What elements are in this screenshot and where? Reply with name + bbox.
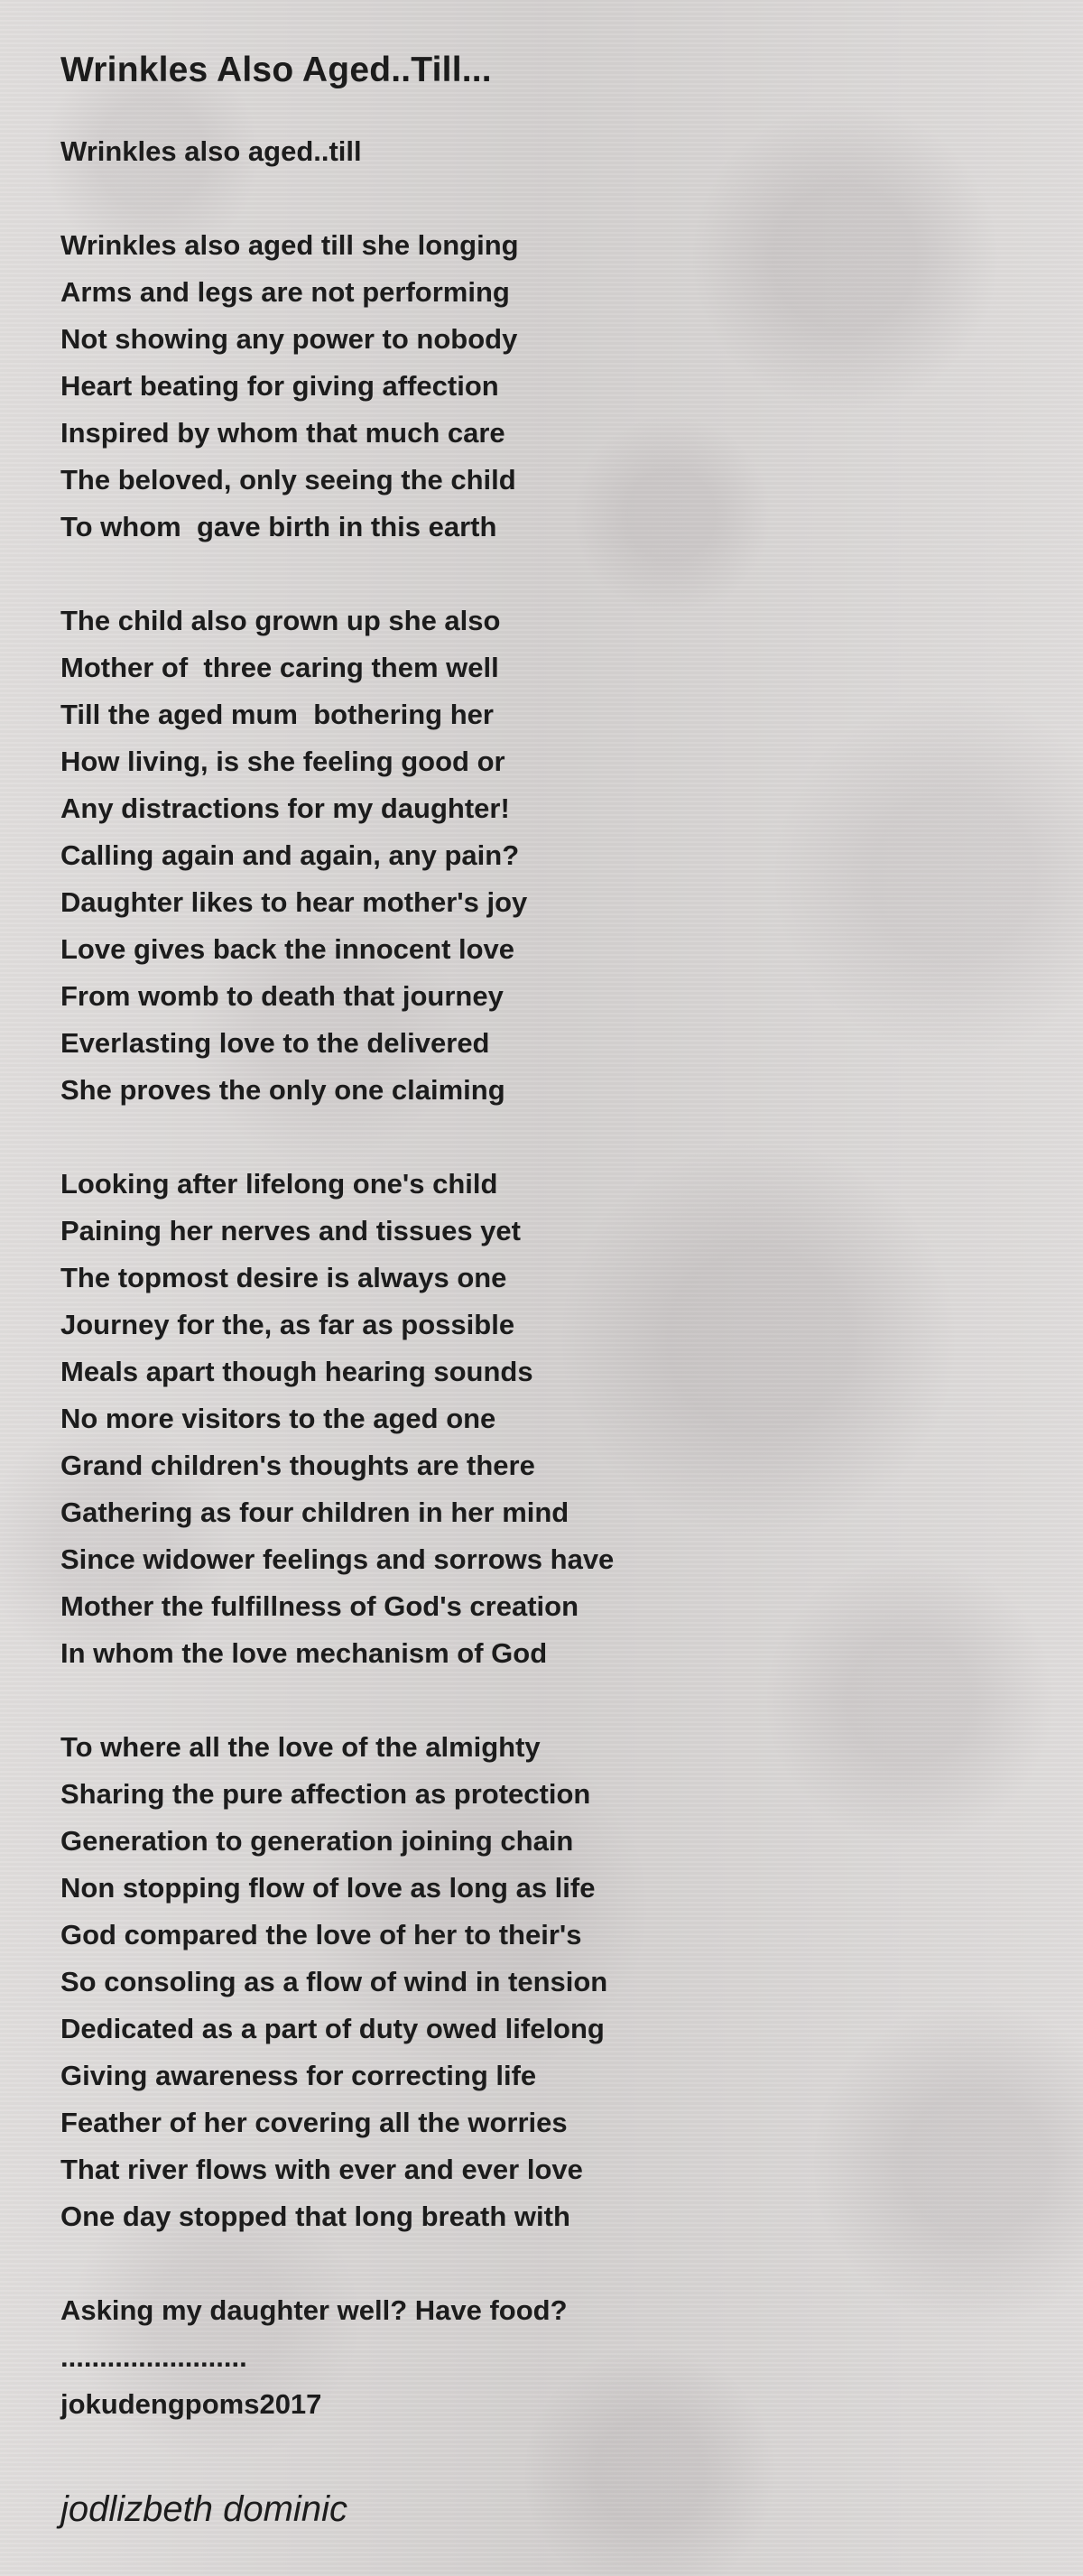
stanza-gap <box>60 551 1035 598</box>
poem-line: Till the aged mum bothering her <box>60 699 494 730</box>
poem-body <box>60 128 1035 2428</box>
poem-line: jokudengpoms2017 <box>60 2388 322 2420</box>
poem-line: Mother of three caring them well <box>60 652 499 683</box>
poem-line: Daughter likes to hear mother's joy <box>60 886 528 918</box>
poem-line: Giving awareness for correcting life <box>60 2060 537 2091</box>
poem-line: One day stopped that long breath with <box>60 2201 570 2232</box>
poem-line: That river flows with ever and ever love <box>60 2154 583 2185</box>
poem-line: Wrinkles also aged..till <box>60 135 362 167</box>
poem-line: From womb to death that journey <box>60 980 504 1012</box>
poem-line: Love gives back the innocent love <box>60 933 515 965</box>
poem-line: So consoling as a flow of wind in tension <box>60 1966 608 1997</box>
poem-line: In whom the love mechanism of God <box>60 1637 548 1669</box>
poem-line: How living, is she feeling good or <box>60 746 505 777</box>
poem-title: Wrinkles Also Aged..Till... <box>60 51 492 89</box>
poem-line: Feather of her covering all the worries <box>60 2107 568 2138</box>
poem-line: Since widower feelings and sorrows have <box>60 1543 615 1575</box>
poem-line: Heart beating for giving affection <box>60 370 499 402</box>
author-name[interactable]: jodlizbeth dominic <box>60 2489 347 2529</box>
poem-line: ........................ <box>60 2341 247 2373</box>
poem-line: Mother the fulfillness of God's creation <box>60 1590 579 1622</box>
stanza-gap <box>60 2240 1035 2287</box>
poem-container <box>60 43 1035 2428</box>
stanza-gap <box>60 1114 1035 1161</box>
poem-line: God compared the love of her to their's <box>60 1919 582 1951</box>
poem-line: Looking after lifelong one's child <box>60 1168 498 1200</box>
poem-line: Wrinkles also aged till she longing <box>60 229 519 261</box>
poem-line: Arms and legs are not performing <box>60 276 510 308</box>
poem-line: Meals apart though hearing sounds <box>60 1356 533 1387</box>
stanza-gap <box>60 1677 1035 1724</box>
poem-line: Journey for the, as far as possible <box>60 1309 515 1340</box>
poem-line: Sharing the pure affection as protection <box>60 1778 591 1810</box>
poem-line: The topmost desire is always one <box>60 1262 507 1293</box>
poem-line: Dedicated as a part of duty owed lifelong <box>60 2013 605 2044</box>
poem-line: Everlasting love to the delivered <box>60 1027 490 1059</box>
poem-line: Not showing any power to nobody <box>60 323 518 355</box>
poem-line: Generation to generation joining chain <box>60 1825 574 1857</box>
poem-line: To where all the love of the almighty <box>60 1731 541 1763</box>
poem-line: The beloved, only seeing the child <box>60 464 516 496</box>
poem-line: She proves the only one claiming <box>60 1074 505 1106</box>
poem-line: To whom gave birth in this earth <box>60 511 497 542</box>
poem-line: Gathering as four children in her mind <box>60 1496 569 1528</box>
poem-line: No more visitors to the aged one <box>60 1403 496 1434</box>
poem-line: Non stopping flow of love as long as life <box>60 1872 596 1904</box>
poem-line: Any distractions for my daughter! <box>60 792 510 824</box>
poem-line: Asking my daughter well? Have food? <box>60 2294 568 2326</box>
poem-line: Paining her nerves and tissues yet <box>60 1215 521 1246</box>
poem-line: The child also grown up she also <box>60 605 501 636</box>
poem-line: Grand children's thoughts are there <box>60 1450 535 1481</box>
poem-line: Inspired by whom that much care <box>60 417 505 449</box>
poem-line: Calling again and again, any pain? <box>60 839 520 871</box>
stanza-gap <box>60 175 1035 222</box>
